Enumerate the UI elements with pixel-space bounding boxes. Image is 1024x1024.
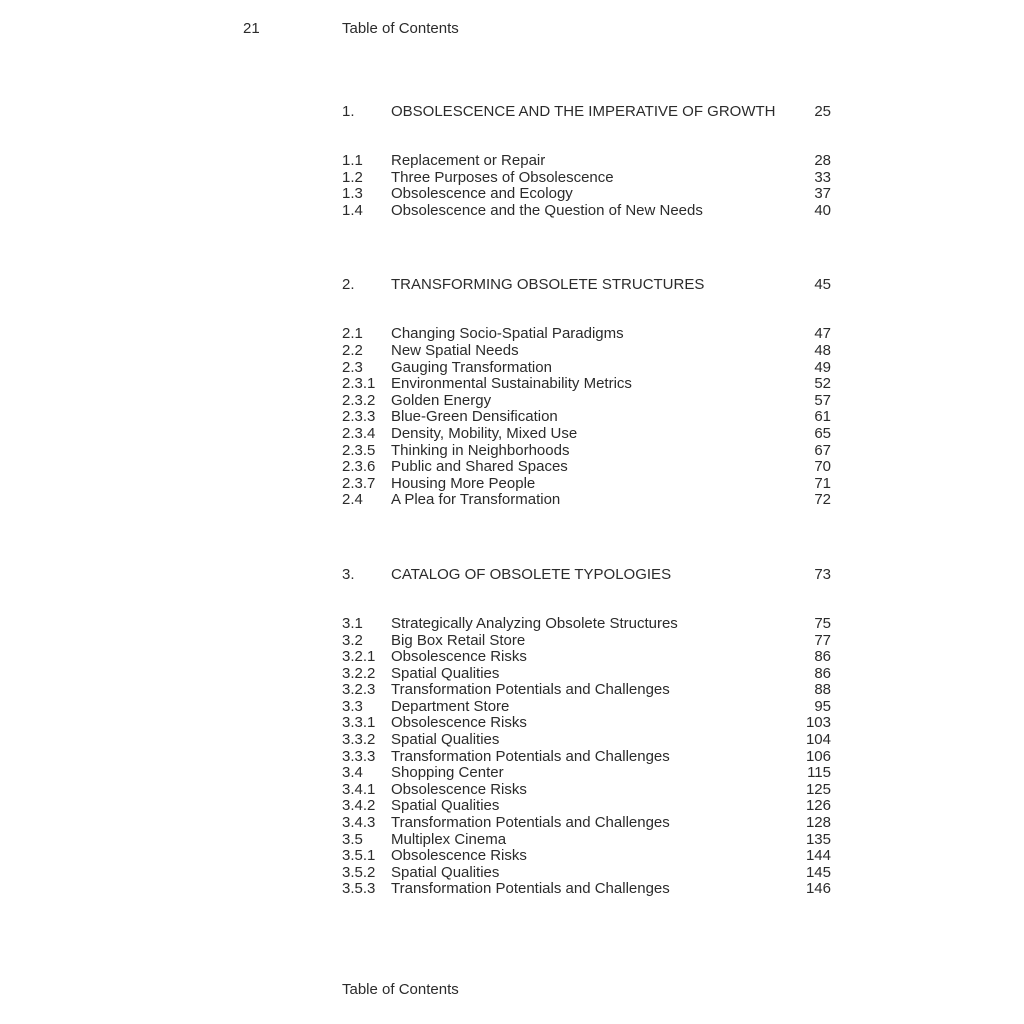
toc-entry[interactable]: [342, 815, 831, 832]
entry-page-number: 77: [814, 631, 831, 649]
entry-number: 3.3: [342, 697, 363, 715]
entry-title: Multiplex Cinema: [391, 830, 507, 848]
toc-entry[interactable]: [342, 732, 831, 749]
toc-entry[interactable]: [342, 459, 831, 476]
entry-title: Transformation Potentials and Challenges: [391, 880, 670, 898]
entry-title: Shopping Center: [391, 764, 504, 782]
entry-number: 3.2.2: [342, 664, 376, 682]
entry-page-number: 115: [807, 764, 831, 782]
chapter-page-number: 73: [814, 565, 831, 583]
toc-entry[interactable]: [342, 476, 831, 493]
entry-title: Spatial Qualities: [391, 797, 500, 815]
entry-number: 3.2: [342, 631, 363, 649]
entry-title: Public and Shared Spaces: [391, 458, 568, 476]
entry-number: 3.4.3: [342, 814, 376, 832]
toc-entry[interactable]: [342, 715, 831, 732]
entry-page-number: 125: [805, 780, 831, 798]
toc-entry[interactable]: [342, 782, 831, 799]
entry-number: 2.4: [342, 491, 363, 509]
entry-title: Three Purposes of Obsolescence: [391, 168, 614, 186]
chapter-number: 1.: [342, 103, 355, 120]
entry-number: 2.3.1: [342, 375, 376, 393]
toc-entry[interactable]: [342, 682, 831, 699]
entry-page-number: 104: [805, 731, 831, 749]
toc-chapter: [342, 103, 831, 219]
entry-number: 1.3: [342, 185, 363, 203]
entry-title: Transformation Potentials and Challenges: [391, 814, 670, 832]
toc-entry[interactable]: [342, 881, 831, 898]
toc-entry[interactable]: [342, 666, 831, 683]
entry-number: 1.2: [342, 168, 363, 186]
table-of-contents: [342, 103, 831, 898]
entry-page-number: 28: [814, 152, 831, 169]
entry-page-number: 95: [814, 697, 831, 715]
entry-title: Spatial Qualities: [391, 863, 500, 881]
entry-title: Department Store: [391, 697, 510, 715]
toc-entry[interactable]: [342, 360, 831, 377]
entry-title: Gauging Transformation: [391, 358, 552, 376]
entry-title: Obsolescence Risks: [391, 780, 527, 798]
toc-entry[interactable]: [342, 170, 831, 187]
toc-entry[interactable]: [342, 798, 831, 815]
entry-page-number: 40: [814, 201, 831, 219]
entry-number: 3.1: [342, 614, 363, 632]
toc-chapter-heading[interactable]: [342, 566, 831, 584]
entry-number: 3.3.2: [342, 731, 376, 749]
entry-page-number: 106: [805, 747, 831, 765]
entry-page-number: 61: [814, 408, 831, 426]
chapter-title: TRANSFORMING OBSOLETE STRUCTURES: [391, 276, 705, 294]
entry-title: Density, Mobility, Mixed Use: [391, 424, 578, 442]
entry-title: Spatial Qualities: [391, 731, 500, 749]
page-number: 21: [243, 20, 260, 37]
entry-number: 3.5.1: [342, 847, 376, 865]
entry-page-number: 146: [805, 880, 831, 898]
entry-number: 3.5: [342, 830, 363, 848]
entry-page-number: 103: [805, 714, 831, 732]
entry-number: 2.2: [342, 341, 363, 359]
entry-title: Obsolescence and Ecology: [391, 185, 573, 203]
toc-entry[interactable]: [342, 865, 831, 882]
entry-title: Transformation Potentials and Challenges: [391, 681, 670, 699]
toc-entry[interactable]: [342, 848, 831, 865]
entry-title: Obsolescence Risks: [391, 648, 527, 666]
toc-chapter: [342, 566, 831, 898]
chapter-number: 2.: [342, 276, 355, 294]
toc-entry[interactable]: [342, 393, 831, 410]
entry-title: Big Box Retail Store: [391, 631, 526, 649]
entry-title: Transformation Potentials and Challenges: [391, 747, 670, 765]
entry-page-number: 135: [805, 830, 831, 848]
entry-number: 3.3.1: [342, 714, 376, 732]
entry-page-number: 86: [814, 648, 831, 666]
entry-page-number: 67: [814, 441, 831, 459]
running-head-top: Table of Contents: [342, 20, 459, 37]
entry-page-number: 52: [814, 375, 831, 393]
entry-page-number: 71: [814, 474, 831, 492]
chapter-page-number: 25: [814, 103, 831, 120]
entry-number: 2.3.5: [342, 441, 376, 459]
entry-title: Obsolescence and the Question of New Needs: [391, 201, 703, 219]
toc-entry[interactable]: [342, 832, 831, 849]
entry-title: New Spatial Needs: [391, 341, 519, 359]
chapter-number: 3.: [342, 565, 355, 583]
entry-number: 3.5.2: [342, 863, 376, 881]
entry-title: Blue-Green Densification: [391, 408, 558, 426]
entry-page-number: 33: [814, 168, 831, 186]
toc-entry[interactable]: [342, 649, 831, 666]
entry-title: Housing More People: [391, 474, 536, 492]
entry-number: 2.1: [342, 325, 363, 343]
entry-page-number: 126: [805, 797, 831, 815]
toc-entry[interactable]: [342, 376, 831, 393]
entry-page-number: 88: [814, 681, 831, 699]
toc-entry[interactable]: [342, 426, 831, 443]
entry-number: 2.3: [342, 358, 363, 376]
entry-page-number: 144: [805, 847, 831, 865]
chapter-page-number: 45: [814, 276, 831, 294]
entry-page-number: 47: [814, 325, 831, 343]
entry-title: Replacement or Repair: [391, 152, 546, 169]
entry-title: Strategically Analyzing Obsolete Structures: [391, 614, 678, 632]
entry-title: Changing Socio-Spatial Paradigms: [391, 325, 624, 343]
entry-number: 2.3.2: [342, 391, 376, 409]
entry-title: Obsolescence Risks: [391, 714, 527, 732]
entry-page-number: 57: [814, 391, 831, 409]
entry-title: Thinking in Neighborhoods: [391, 441, 570, 459]
entry-title: A Plea for Transformation: [391, 491, 561, 509]
toc-entry[interactable]: [342, 749, 831, 766]
entry-number: 3.2.3: [342, 681, 376, 699]
entry-title: Environmental Sustainability Metrics: [391, 375, 632, 393]
toc-chapter-heading[interactable]: [342, 103, 831, 121]
toc-entry[interactable]: [342, 633, 831, 650]
entry-page-number: 65: [814, 424, 831, 442]
entry-number: 2.3.6: [342, 458, 376, 476]
toc-entry[interactable]: [342, 409, 831, 426]
entry-number: 3.5.3: [342, 880, 376, 898]
entry-number: 2.3.7: [342, 474, 376, 492]
toc-entry[interactable]: [342, 203, 831, 220]
entry-page-number: 49: [814, 358, 831, 376]
entry-number: 3.4.1: [342, 780, 376, 798]
entry-page-number: 72: [814, 491, 831, 509]
toc-entry[interactable]: [342, 153, 831, 170]
entry-number: 1.1: [342, 152, 363, 169]
entry-page-number: 48: [814, 341, 831, 359]
entry-page-number: 70: [814, 458, 831, 476]
entry-number: 3.2.1: [342, 648, 376, 666]
entry-page-number: 75: [814, 614, 831, 632]
toc-chapter: [342, 276, 831, 509]
entry-number: 3.3.3: [342, 747, 376, 765]
toc-entry[interactable]: [342, 765, 831, 782]
toc-entry[interactable]: [342, 492, 831, 509]
entry-number: 3.4.2: [342, 797, 376, 815]
entry-page-number: 128: [805, 814, 831, 832]
toc-entry[interactable]: [342, 699, 831, 716]
entry-page-number: 86: [814, 664, 831, 682]
entry-page-number: 37: [814, 185, 831, 203]
entry-title: Obsolescence Risks: [391, 847, 527, 865]
toc-entry[interactable]: [342, 343, 831, 360]
entry-page-number: 145: [805, 863, 831, 881]
toc-entry[interactable]: [342, 443, 831, 460]
chapter-title: CATALOG OF OBSOLETE TYPOLOGIES: [391, 565, 672, 583]
entry-number: 2.3.4: [342, 424, 376, 442]
running-head-bottom: Table of Contents: [342, 981, 459, 998]
toc-entry[interactable]: [342, 616, 831, 633]
entry-number: 2.3.3: [342, 408, 376, 426]
entry-title: Golden Energy: [391, 391, 492, 409]
chapter-title: OBSOLESCENCE AND THE IMPERATIVE OF GROWTH: [391, 103, 776, 120]
toc-entry[interactable]: [342, 326, 831, 343]
toc-chapter-heading[interactable]: [342, 276, 831, 294]
entry-title: Spatial Qualities: [391, 664, 500, 682]
entry-number: 3.4: [342, 764, 363, 782]
entry-number: 1.4: [342, 201, 363, 219]
toc-entry[interactable]: [342, 186, 831, 203]
